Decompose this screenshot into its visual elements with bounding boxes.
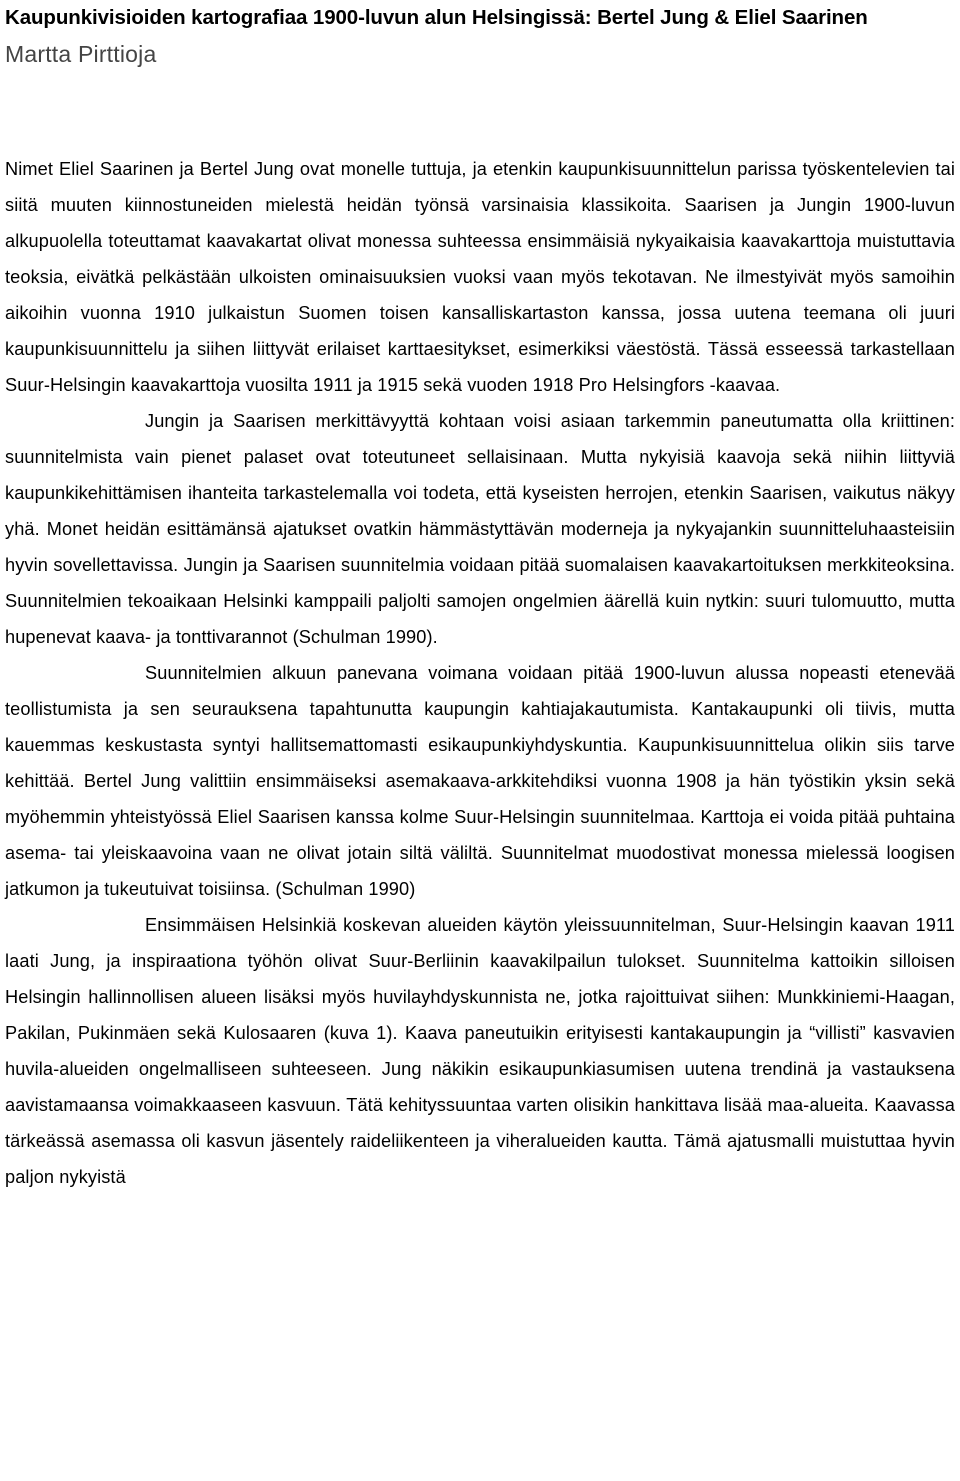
document-page	[5, 0, 955, 1195]
article-author: Martta Pirttioja	[5, 41, 157, 67]
article-title: Kaupunkivisioiden kartografiaa 1900-luvun alun Helsingissä: Bertel Jung & Eliel Saarinen	[5, 6, 868, 29]
paragraph-2: Jungin ja Saarisen merkittävyyttä kohtaan voisi asiaan tarkemmin paneutumatta olla kriittinen: suunnitelmista vain pienet palaset ovat toteutuneet sellaisinaan. Mutta nykyisiä kaavoja sekä niihin liittyviä kaupunkikehittämisen ihanteita tarkastelemalla voi todeta, että kyseisten herrojen, etenkin Saarisen, vaikutus näkyy yhä. Monet heidän esittämänsä ajatukset ovatkin hämmästyttävän moderneja ja nykyajankin suunnitteluhaasteisiin hyvin sovellettavissa. Jungin ja Saarisen suunnitelmia voidaan pitää suomalaisen kaavakartoituksen merkkiteoksina. Suunnitelmien tekoaikaan Helsinki kamppaili paljolti samojen ongelmien äärellä kuin nytkin: suuri tulomuutto, mutta hupenevat kaava- ja tonttivarannot (Schulman 1990).	[5, 411, 955, 647]
paragraph-4: Ensimmäisen Helsinkiä koskevan alueiden käytön yleissuunnitelman, Suur-Helsingin kaavan 1911 laati Jung, ja inspiraationa työhön olivat Suur-Berliinin kaavakilpailun tulokset. Suunnitelma kattoikin silloisen Helsingin hallinnollisen alueen lisäksi myös huvilayhdyskunnista ne, jotka rajoittuivat siihen: Munkkiniemi-Haagan, Pakilan, Pukinmäen sekä Kulosaaren (kuva 1). Kaava paneutuikin erityisesti kantakaupungin ja “villisti” kasvavien huvila-alueiden ongelmalliseen suhteeseen. Jung näkikin esikaupunkiasumisen uutena trendinä ja vastauksena aavistamaansa voimakkaaseen kasvuun. Tätä kehityssuuntaa varten olisikin hankittava lisää maa-alueita. Kaavassa tärkeässä asemassa oli kasvun jäsentely raideliikenteen ja viheralueiden kautta. Tämä ajatusmalli muistuttaa hyvin paljon nykyistä	[5, 915, 955, 1187]
article-body	[5, 151, 955, 1195]
paragraph-1: Nimet Eliel Saarinen ja Bertel Jung ovat monelle tuttuja, ja etenkin kaupunkisuunnittelun parissa työskentelevien tai siitä muuten kiinnostuneiden mielestä heidän työnsä varsinaisia klassikoita. Saarisen ja Jungin 1900-luvun alkupuolella toteuttamat kaavakartat olivat monessa suhteessa ensimmäisiä nykyaikaisia kaavakarttoja muistuttavia teoksia, eivätkä pelkästään ulkoisten ominaisuuksien vuoksi vaan myös tekotavan. Ne ilmestyivät myös samoihin aikoihin vuonna 1910 julkaistun Suomen toisen kansalliskartaston kanssa, jossa uutena teemana oli juuri kaupunkisuunnittelu ja siihen liittyvät erilaiset karttaesitykset, esimerkiksi väestöstä. Tässä esseessä tarkastellaan Suur-Helsingin kaavakarttoja vuosilta 1911 ja 1915 sekä vuoden 1918 Pro Helsingfors -kaavaa.	[5, 159, 955, 395]
paragraph-3: Suunnitelmien alkuun panevana voimana voidaan pitää 1900-luvun alussa nopeasti etenevää teollistumista ja sen seurauksena tapahtunutta kaupungin kahtiajakautumista. Kantakaupunki oli tiivis, mutta kauemmas keskustasta syntyi hallitsemattomasti esikaupunkiyhdyskuntia. Kaupunkisuunnittelua olikin siis tarve kehittää. Bertel Jung valittiin ensimmäiseksi asemakaava-arkkitehdiksi vuonna 1908 ja hän työstikin yksin sekä myöhemmin yhteistyössä Eliel Saarisen kanssa kolme Suur-Helsingin suunnitelmaa. Karttoja ei voida pitää puhtaina asema- tai yleiskaavoina vaan ne olivat jotain siltä väliltä. Suunnitelmat muodostivat monessa mielessä loogisen jatkumon ja tukeutuivat toisiinsa. (Schulman 1990)	[5, 663, 955, 899]
